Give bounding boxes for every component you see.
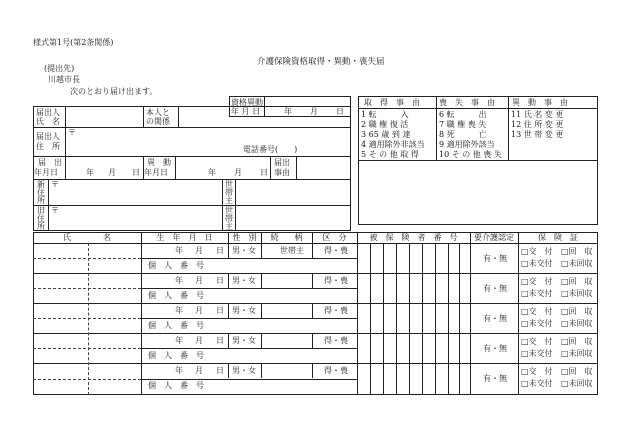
card-collected-checkbox[interactable]: □回 収 [561, 277, 593, 286]
sex-option[interactable]: 男・女 [232, 276, 256, 285]
card-not-issued-checkbox[interactable]: □未交付 [521, 319, 553, 328]
notifier-address-label-2: 住 所 [36, 142, 60, 151]
moved-year: 年 [208, 168, 216, 177]
old-address-field[interactable] [60, 206, 220, 230]
name-field[interactable] [34, 244, 140, 272]
card-not-issued-checkbox[interactable]: □未交付 [521, 289, 553, 298]
care-option[interactable]: 有・無 [483, 374, 507, 383]
insured-number-field[interactable] [358, 244, 469, 272]
old-householder-3: 主 [225, 222, 233, 231]
change-reason-3: 13 世 帯 変 更 [511, 130, 564, 139]
old-address-postal: 〒 [51, 206, 59, 215]
change-date-label: 資格異動 [231, 98, 263, 107]
card-issued-checkbox[interactable]: □交 付 [521, 337, 553, 346]
card-not-collected-checkbox[interactable]: □未回収 [561, 349, 593, 358]
individual-number-label: 個 人 番 号 [148, 351, 204, 360]
reason-label-2: 事由 [274, 168, 290, 177]
sex-option[interactable]: 男・女 [232, 246, 256, 255]
loss-reason-2: 7 職 権 喪 失 [439, 120, 487, 129]
birth-year: 年 [175, 306, 183, 315]
card-not-collected-checkbox[interactable]: □未回収 [561, 259, 593, 268]
card-issued-checkbox[interactable]: □交 付 [521, 367, 553, 376]
care-option[interactable]: 有・無 [483, 254, 507, 263]
col-header-birth: 生 年 月 日 [156, 233, 213, 242]
sex-option[interactable]: 男・女 [232, 336, 256, 345]
filed-date-label: 届 出 [38, 158, 62, 167]
new-address-label-2: 住 [37, 188, 45, 197]
new-address-label-1: 新 [37, 180, 45, 189]
loss-reason-5: 10 そ の 他 喪 失 [439, 150, 502, 159]
col-header-name: 氏 名 [63, 233, 111, 242]
individual-number-label: 個 人 番 号 [148, 261, 204, 270]
category-option[interactable]: 得・喪 [324, 366, 348, 375]
col-header-card: 保 険 証 [538, 233, 578, 242]
moved-month: 月 [234, 168, 242, 177]
name-field[interactable] [34, 304, 140, 332]
col-header-relationship: 続 柄 [270, 233, 303, 242]
change-reason-1: 11 氏 名 変 更 [511, 110, 564, 119]
acq-reason-2: 2 職 権 復 活 [361, 120, 409, 129]
card-collected-checkbox[interactable]: □回 収 [561, 307, 593, 316]
name-field[interactable] [34, 334, 140, 362]
loss-reason-1: 6 転 出 [439, 110, 487, 119]
reason-field[interactable] [297, 157, 350, 178]
birth-year: 年 [175, 336, 183, 345]
filed-month: 月 [108, 168, 116, 177]
category-option[interactable]: 得・喪 [324, 276, 348, 285]
change-date-day: 日 [336, 107, 344, 116]
birth-month: 月 [195, 366, 203, 375]
birth-month: 月 [195, 306, 203, 315]
individual-number-label: 個 人 番 号 [148, 291, 204, 300]
acq-reason-4: 4 適用除外非該当 [361, 140, 425, 149]
birth-year: 年 [175, 366, 183, 375]
birth-month: 月 [195, 246, 203, 255]
acq-reason-3: 3 65 歳 到 達 [361, 130, 411, 139]
change-date-label-2: 年 月 日 [231, 107, 261, 116]
sex-option[interactable]: 男・女 [232, 366, 256, 375]
card-issued-checkbox[interactable]: □交 付 [521, 307, 553, 316]
change-header: 異 動 事 由 [512, 98, 568, 107]
notifier-address-label: 届出人 [36, 132, 60, 141]
birth-day: 日 [216, 246, 224, 255]
old-householder-1: 世 [225, 206, 233, 215]
new-householder-2: 帯 [225, 188, 233, 197]
card-issued-checkbox[interactable]: □交 付 [521, 247, 553, 256]
individual-number-label: 個 人 番 号 [148, 321, 204, 330]
col-header-sex: 性 別 [232, 233, 257, 242]
card-collected-checkbox[interactable]: □回 収 [561, 337, 593, 346]
notifier-address-field[interactable] [76, 128, 346, 144]
relationship-value: 世帯主 [280, 246, 304, 255]
birth-day: 日 [216, 306, 224, 315]
old-householder-2: 帯 [225, 214, 233, 223]
filed-year: 年 [86, 168, 94, 177]
insured-number-field[interactable] [358, 364, 469, 392]
page-title: 介護保険資格取得・異動・喪失届 [257, 57, 385, 67]
card-collected-checkbox[interactable]: □回 収 [561, 367, 593, 376]
change-date-year: 年 [284, 107, 292, 116]
old-address-label-3: 所 [37, 222, 45, 231]
change-date-month: 月 [310, 107, 318, 116]
care-option[interactable]: 有・無 [483, 284, 507, 293]
individual-number-label: 個 人 番 号 [148, 381, 204, 390]
name-field[interactable] [34, 364, 140, 392]
phone-label: 電話番号( ) [243, 145, 298, 154]
category-option[interactable]: 得・喪 [324, 336, 348, 345]
col-header-care: 要介護認定 [474, 233, 514, 242]
birth-day: 日 [216, 366, 224, 375]
card-not-issued-checkbox[interactable]: □未交付 [521, 259, 553, 268]
col-header-category: 区 分 [322, 233, 347, 242]
relation-field[interactable] [179, 107, 229, 126]
birth-month: 月 [195, 336, 203, 345]
relation-label: 本人と [146, 108, 170, 117]
loss-reason-4: 9 適用除外該当 [439, 140, 495, 149]
form-number: 様式第1号(第2条関係) [33, 38, 114, 47]
card-not-issued-checkbox[interactable]: □未交付 [521, 349, 553, 358]
acq-reason-1: 1 転 入 [361, 110, 409, 119]
birth-year: 年 [175, 276, 183, 285]
acquisition-header: 取 得 事 由 [364, 98, 420, 107]
notifier-name-label: 届出人 [36, 108, 60, 117]
insured-number-field[interactable] [358, 334, 469, 362]
new-householder-1: 世 [225, 180, 233, 189]
acq-reason-5: 5 そ の 他 取 得 [361, 150, 419, 159]
old-address-label-1: 旧 [37, 206, 45, 215]
birth-month: 月 [195, 276, 203, 285]
col-header-insured-no: 被 保 険 者 番 号 [369, 233, 458, 242]
card-issued-checkbox[interactable]: □交 付 [521, 277, 553, 286]
loss-header: 喪 失 事 由 [439, 98, 495, 107]
new-householder-3: 主 [225, 196, 233, 205]
intro-text: 次のとおり届け出ます。 [70, 87, 158, 96]
moved-date-label: 異 動 [147, 158, 171, 167]
relation-label-2: の関係 [146, 117, 170, 126]
old-address-label-2: 住 [37, 214, 45, 223]
birth-day: 日 [216, 336, 224, 345]
insured-number-field[interactable] [358, 274, 469, 302]
card-not-collected-checkbox[interactable]: □未回収 [561, 379, 593, 388]
filed-date-label-2: 年月日 [34, 168, 58, 177]
birth-day: 日 [216, 276, 224, 285]
new-address-postal: 〒 [51, 180, 59, 189]
filed-day: 日 [132, 168, 140, 177]
reason-label: 届出 [274, 158, 290, 167]
new-address-label-3: 所 [37, 196, 45, 205]
notifier-postal-mark: 〒 [68, 128, 76, 137]
new-address-field[interactable] [60, 180, 220, 204]
submit-to-label: (提出先) [44, 64, 75, 73]
name-field[interactable] [34, 274, 140, 302]
change-reason-2: 12 住 所 変 更 [511, 120, 564, 129]
moved-date-label-2: 年月日 [144, 168, 168, 177]
card-not-collected-checkbox[interactable]: □未回収 [561, 319, 593, 328]
birth-year: 年 [175, 246, 183, 255]
card-collected-checkbox[interactable]: □回 収 [561, 247, 593, 256]
insured-number-field[interactable] [358, 304, 469, 332]
loss-reason-3: 8 死 亡 [439, 130, 487, 139]
category-option[interactable]: 得・喪 [324, 246, 348, 255]
card-not-collected-checkbox[interactable]: □未回収 [561, 289, 593, 298]
care-option[interactable]: 有・無 [483, 314, 507, 323]
moved-day: 日 [260, 168, 268, 177]
notifier-name-label-2: 氏 名 [36, 117, 60, 126]
sex-option[interactable]: 男・女 [232, 306, 256, 315]
care-option[interactable]: 有・無 [483, 344, 507, 353]
recipient: 川越市長 [48, 75, 80, 84]
notifier-name-field[interactable] [66, 107, 142, 126]
card-not-issued-checkbox[interactable]: □未交付 [521, 379, 553, 388]
category-option[interactable]: 得・喪 [324, 306, 348, 315]
